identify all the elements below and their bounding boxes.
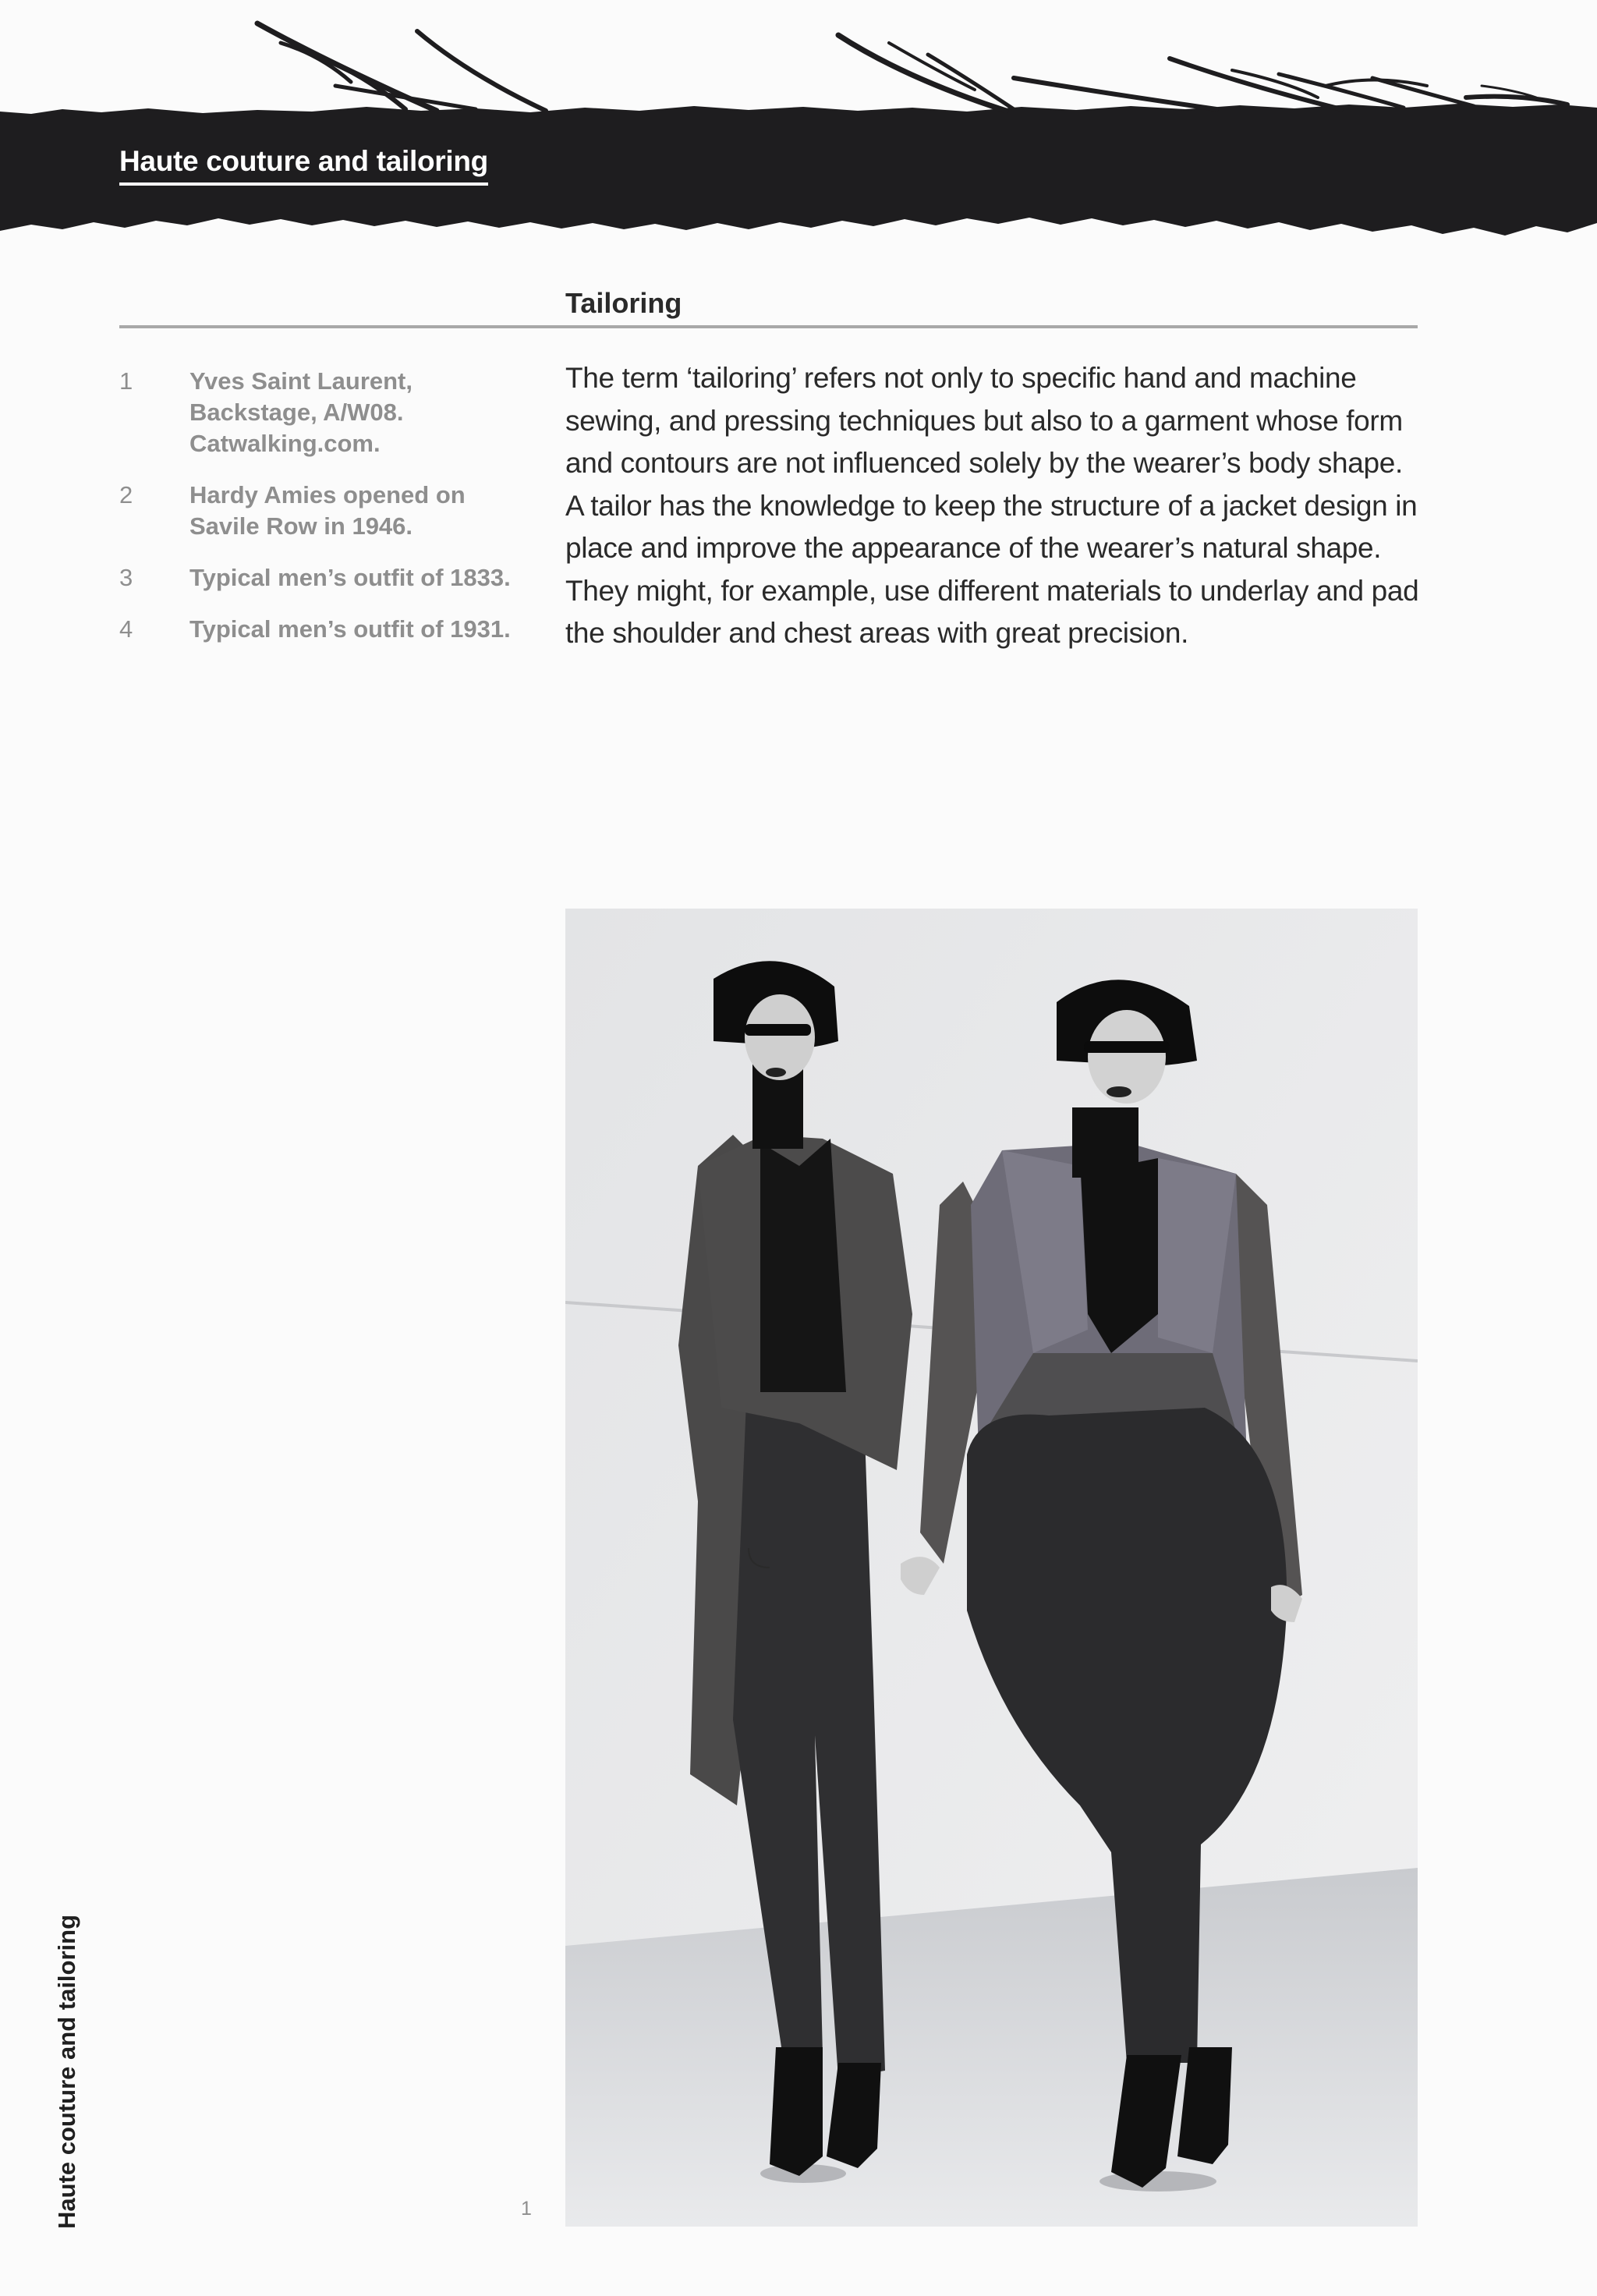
section-heading: Tailoring [565, 287, 682, 319]
caption-item [119, 480, 525, 542]
brush-branch-decoration [0, 0, 1597, 250]
caption-text: Typical men’s outfit of 1931. [189, 615, 511, 643]
caption-text: Hardy Amies opened on Savile Row in 1946. [189, 481, 466, 540]
caption-item [119, 562, 525, 593]
header-title: Haute couture and tailoring [119, 145, 488, 186]
figure-number: 1 [521, 2198, 532, 2220]
header-band [0, 0, 1597, 250]
two-models-illustration [565, 909, 1418, 2227]
caption-number: 3 [119, 564, 133, 591]
body-paragraph: The term ‘tailoring’ refers not only to specific hand and machine sewing, and pressing techniques but also to a garment whose form and contours are not influenced solely by the wearer’s body shape. A tailor has the knowledge to keep the structure of a jacket design in place and improve the appearance of the wearer’s natural shape. They might, for example, use different materials to underlay and pad the shoulder and chest areas with great precision. [565, 362, 1419, 649]
caption-number: 1 [119, 367, 133, 395]
caption-text: Yves Saint Laurent, Backstage, A/W08. Catwalking.com. [189, 367, 413, 457]
caption-number: 4 [119, 615, 133, 643]
runway-photo [565, 909, 1418, 2227]
caption-item [119, 614, 525, 645]
caption-number: 2 [119, 481, 133, 508]
caption-list [119, 366, 525, 665]
side-running-title: Haute couture and tailoring [53, 1914, 80, 2229]
caption-item [119, 366, 525, 459]
caption-text: Typical men’s outfit of 1833. [189, 564, 511, 591]
heading-rule [119, 325, 1418, 328]
